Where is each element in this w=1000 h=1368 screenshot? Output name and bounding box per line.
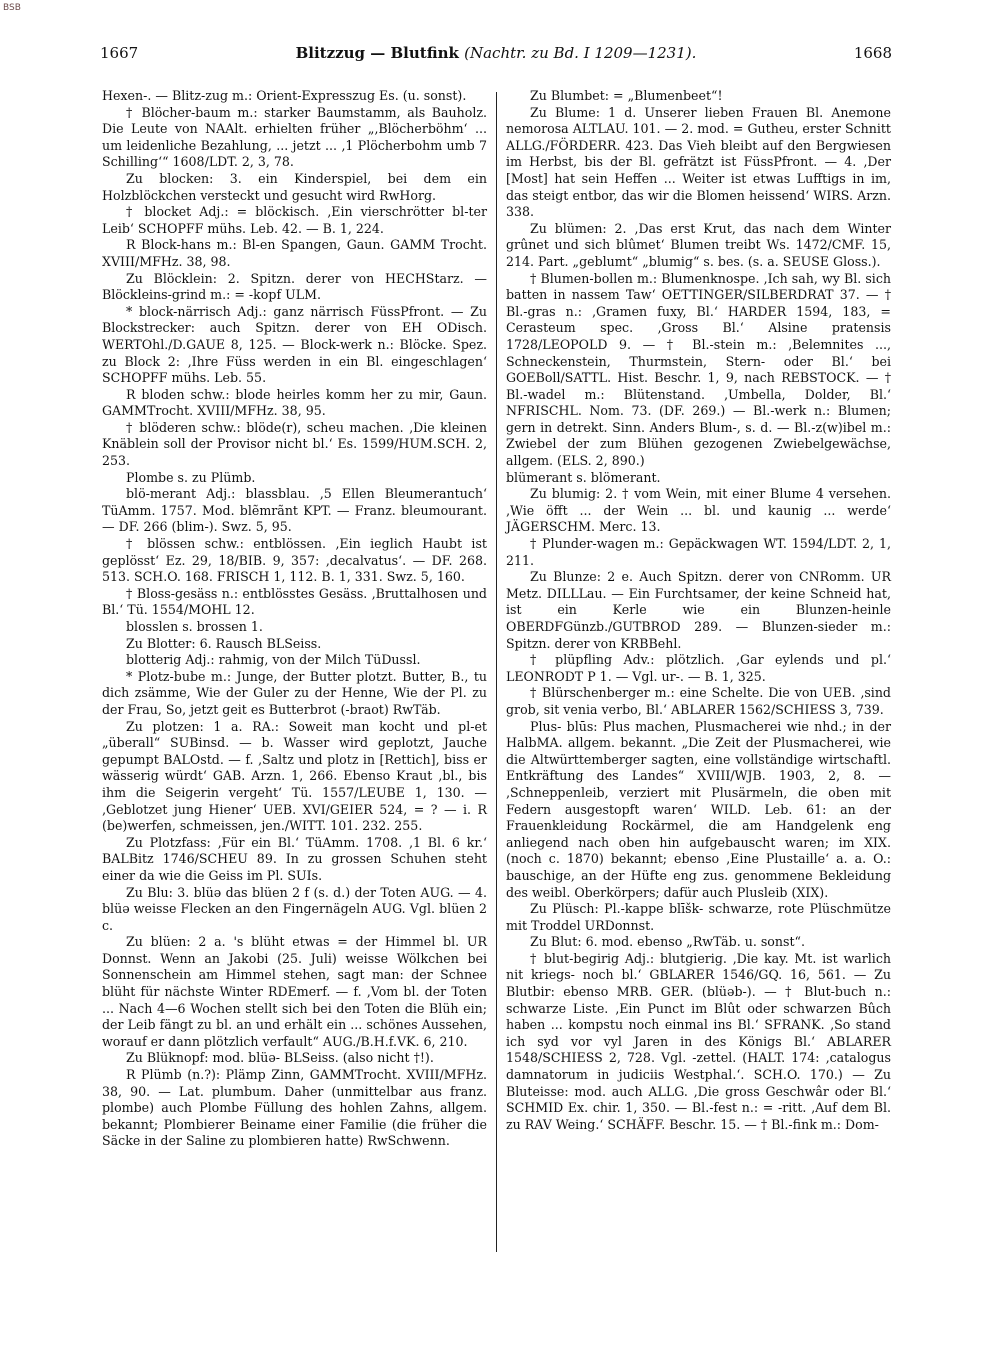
entry: † blössen schw.: entblössen. ‚Ein ieglich Haubt ist geplösst‘ Ez. 29, 18/BIB. 9, 357: ‚decalvatus‘. — DF. 268. 513. SCH.O. 168. FRISCH 1, 112. B. 1, 331. Swz. 5, 160. [102, 536, 487, 585]
entry: Zu blumig: 2. † vom Wein, mit einer Blume 4 versehen. ‚Wie öfft ... der Wein ... bl. und kaunig ... werde‘ JÄGERSCHM. Merc. 13. [506, 486, 891, 535]
entry: † plüpfling Adv.: plötzlich. ‚Gar eylends und pl.‘ LEONRODT P 1. — Vgl. ur-. — B. 1, 325. [506, 652, 891, 684]
entry: Zu Blume: 1 d. Unserer lieben Frauen Bl. Anemone nemorosa ALTLAU. 101. — 2. mod. = Gutheu, erster Schnitt ALLG./FÖRDERR. 423. Das Vieh bleibt auf den Bergwiesen im Herbst, bis der Bl. gefrätzt ist FüssPfront. — 4. ‚Der [Most] hat sein Heffen ... Weiter ist etwas Lufftigs in im, das steigt entbor, das wir die Blomen heissend‘ WIRS. Arzn. 338. [506, 104, 891, 220]
entry: † blocket Adj.: = blöckisch. ‚Ein vierschrötter bl-ter Leib‘ SCHOPFF mühs. Leb. 42. — B. 1, 224. [102, 204, 487, 236]
entry: R Plümb (n.?): Plämp Zinn, GAMMTrocht. XVIII/MFHz. 38, 90. — Lat. plumbum. Daher (unmittelbar aus franz. plombe) auch Plombe Füllung des hohlen Zahns, allgem. bekannt; Plombierer Beiname einer Familie (die früher die Säcke in der Saline zu plombieren hatte) RwSchwenn. [102, 1067, 487, 1149]
entry: † Plunder-wagen m.: Gepäckwagen WT. 1594/LDT. 2, 1, 211. [506, 536, 891, 568]
entry: Zu blüen: 2 a. 's blüht etwas = der Himmel bl. UR Donnst. Wenn an Jakobi (25. Juli) weisse Wölkchen bei Sonnenschein am Himmel stehen, sagt man: der Schnee blüht für nächste Winter RDEmerf. — f. ‚Vom bl. der Toten ... Nach 4—6 Wochen stellt sich bei den Toten die Blüh ein; der Leib fängt zu bl. an und erhält ein ... schönes Aussehen, worauf er dann plötzlich verfault“ AUG./B.H.f.VK. 6, 210. [102, 934, 487, 1049]
entry: † Blumen-bollen m.: Blumenknospe. ‚Ich sah, wy Bl. sich batten in nassem Taw‘ OETTINGER/SILBERDRAT 37. — † Bl.-gras n.: ‚Gramen fuxy, Bl.‘ HARDER 1594, 183, = Cerasteum spec. ‚Gross Bl.‘ Alsine pratensis 1728/LEOPOLD 9. — † Bl.-stein m.: ‚Belemnites ..., Schneckenstein, Thurmstein, Stern- oder Bl.‘ bei GOEBoll/SATTL. Hist. Beschr. 1, 9, nach REBSTOCK. — † Bl.-wadel m.: Blütenstand. ‚Umbella, Dolder, Bl.‘ NFRISCHL. Nom. 73. (DF. 269.) — Bl.-werk n.: Blumen; gern in detrekt. Sinn. Anders Blum-, s. d. — Bl.-z(w)ibel m.: Zwiebel der zum Blühen gezogenen Zwiebelgewächse, allgem. (ELS. 2, 890.) [506, 270, 891, 469]
entry: Zu Blotter: 6. Rausch BLSeiss. [126, 635, 322, 651]
running-title-main: Blitzzug — Blutfink [295, 44, 459, 62]
entry: Zu Blunze: 2 e. Auch Spitzn. derer von CNRomm. UR Metz. DILLLau. — Ein Furchtsamer, der keine Schneid hat, ist ein Kerle wie ein Blunzen-heinle OBERDFGünzb./GUTBROD 289. — Blunzen-sieder m.: Spitzn. derer von KRBBehl. [506, 569, 891, 651]
entry: Zu Blöcklein: 2. Spitzn. derer von HECHStarz. — Blöckleins-grind m.: = -kopf ULM. [102, 270, 487, 303]
entry: blotterig Adj.: rahmig, von der Milch TüDussl. [126, 652, 421, 668]
entry: blosslen s. brossen 1. [126, 619, 263, 634]
entry: blümerant s. blömerant. [506, 469, 661, 485]
entry: † Bloss-gesäss n.: entblösstes Gesäss. ‚Bruttalhosen und Bl.‘ Tü. 1554/MOHL 12. [102, 585, 487, 618]
entry: Zu plotzen: 1 a. RA.: Soweit man kocht und pl-et „überall“ SUBinsd. — b. Wasser wird geplotzt, Jauche gepumpt BALOstd. — f. ‚Saltz und plotz in [Rettich], biss er wässerig würdt‘ GAB. Arzn. 1, 266. Ebenso Kraut ‚bl., bis ihm die Seigerin vergeht‘ Tü. 1557/LEUBE 1, 130. — ‚Geblotzet jung Hiener‘ UEB. XVI/GEIER 524, = ? — i. R (be)werfen, schmeissen, jen./WITT. 101. 232. 255. [102, 718, 487, 834]
library-stamp: BSB [3, 3, 21, 13]
running-title-sub: (Nachtr. zu Bd. I 1209—1231). [464, 44, 697, 62]
entry: Zu Blu: 3. blüə das blüen 2 f (s. d.) der Toten AUG. — 4. blüə weisse Flecken an den Fingernägeln AUG. Vgl. blüen 2 c. [102, 884, 487, 933]
entry: Zu Blut: 6. mod. ebenso „RwTäb. u. sonst“. [530, 934, 805, 950]
entry: Zu blocken: 3. ein Kinderspiel, bei dem ein Holzblöckchen versteckt und gesucht wird RwHorg. [102, 170, 487, 203]
right-column [506, 88, 891, 1133]
entry: † Blöcher-baum m.: starker Baumstamm, als Bauholz. Die Leute von NAAlt. erhielten früher „‚Blöcherböhm‘ ... um leidenliche Bezahlung, ... jetzt ... ‚1 Plöcherbohm umb 7 Schilling‘“ 1608/LDT. 2, 3, 78. [102, 104, 487, 170]
entry: Zu Blumbet: = „Blumenbeet“! [530, 88, 723, 103]
page-number-left: 1667 [100, 44, 139, 62]
entry: Hexen-. — Blitz-zug m.: Orient-Expresszug Es. (u. sonst). [102, 88, 467, 103]
entry: blö-merant Adj.: blassblau. ‚5 Ellen Bleumerantuch‘ TüAmm. 1757. Mod. blẽmrãnt KPT. — Franz. bleumourant. — DF. 266 (blim-). Swz. 5, 95. [102, 486, 487, 535]
entry: R bloden schw.: blode heirles komm her zu mir, Gaun. GAMMTrocht. XVIII/MFHz. 38, 95. [102, 386, 487, 419]
entry: Plus- blūs: Plus machen, Plusmacherei wie nhd.; in der HalbMA. allgem. bekannt. „Die Zeit der Plusmacherei, wie die Altwürttemberger sagten, eine vollständige wirtschaftl. Entkräftung des Landes“ XVIII/WJB. 1903, 2, 8. — ‚Schneppenleib, verziert mit Plusärmeln, die oben mit Federn ausgestopft waren‘ WILD. Leb. 61: an der Frauenkleidung Rockärmel, die am Handgelenk eng anliegend nach oben hin aufgebauscht waren; im XIX. (noch c. 1870) bekannt; ebenso ‚Eine Plustaille‘ a. a. O.: bauschige, an der Hüfte eng zus. genommene Bekleidung des weibl. Oberkörpers; dafür auch Plusleib (XIX). [506, 718, 891, 900]
page-header [100, 44, 892, 70]
entry: R Block-hans m.: Bl-en Spangen, Gaun. GAMM Trocht. XVIII/MFHz. 38, 98. [102, 237, 487, 269]
entry: Zu Plotzfass: ‚Für ein Bl.‘ TüAmm. 1708. ‚1 Bl. 6 kr.‘ BALBitz 1746/SCHEU 89. In zu grossen Schuhen steht einer da wie die Geiss im Pl. SUIs. [102, 834, 487, 883]
entry: * block-närrisch Adj.: ganz närrisch FüssPfront. — Zu Blockstrecker: auch Spitzn. derer von EH ODisch. WERTOhl./D.GAUE 8, 125. — Block-werk n.: Blöcke. Spez. zu Block 2: ‚Ihre Füss werden in ein Bl. eingeschlagen‘ SCHOPFF mühs. Leb. 55. [102, 303, 487, 386]
running-title [100, 44, 892, 62]
page-number-right: 1668 [853, 44, 892, 62]
entry: Zu Blüknopf: mod. blüə- BLSeiss. (also nicht †!). [126, 1050, 434, 1066]
entry: Zu blümen: 2. ‚Das erst Krut, das nach dem Winter grûnet und sich blûmet‘ Blumen treibt Ws. 1472/CMF. 15, 214. Part. „geblumt“ „blumig“ s. bes. (s. a. SEUSE Gloss.). [506, 220, 891, 269]
entry: * Plotz-bube m.: Junge, der Butter plotzt. Butter, B., tu dich zsämme, Wie der Guler zu der Henne, Wie der Pl. zu der Frau, So, jetzt geit es Butterbrot (-braot) RwTäb. [102, 668, 487, 717]
entry: Plombe s. zu Plümb. [126, 469, 256, 485]
entry: Zu Plüsch: Pl.-kappe blīšk- schwarze, rote Plüschmütze mit Troddel URDonnst. [506, 901, 891, 933]
entry: † blöderen schw.: blöde(r), scheu machen. ‚Die kleinen Knäblein soll der Provisor nicht bl.‘ Es. 1599/HUM.SCH. 2, 253. [102, 419, 487, 469]
column-divider [496, 92, 497, 1252]
entry: † blut-begirig Adj.: blutgierig. ‚Die kay. Mt. ist warlich nit kriegs- noch bl.‘ GBLARER 1546/GQ. 16, 561. — Zu Blutbir: ebenso MRB. GER. (blüəb-). — † Blut-buch n.: schwarze Liste. ‚Ein Punct im Blût oder schwarzen Bûch haben ... kompstu noch einmal ins Bl.‘ SFRANK. ‚So stand ich syd vor vyl Jaren in des Königs Bl.‘ ABLARER 1548/SCHIESS 2, 728. Vgl. -zettel. (HALT. 174: ‚catalogus damnatorum in judiciis Westphal.‘. SCH.O. 170.) — Zu Bluteisse: mod. auch ALLG. ‚Die gross Geschwâr oder Bl.‘ SCHMID Ex. chir. 1, 350. — Bl.-fest n.: = -ritt. ‚Auf dem Bl. zu RAV Weing.‘ SCHÄFF. Beschr. 15. — † Bl.-fink m.: Dom- [506, 950, 891, 1132]
left-column [102, 88, 487, 1150]
entry: † Blürschenberger m.: eine Schelte. Die von UEB. ‚sind grob, sit venia verbo, Bl.‘ ABLARER 1562/SCHIESS 3, 739. [506, 685, 891, 717]
